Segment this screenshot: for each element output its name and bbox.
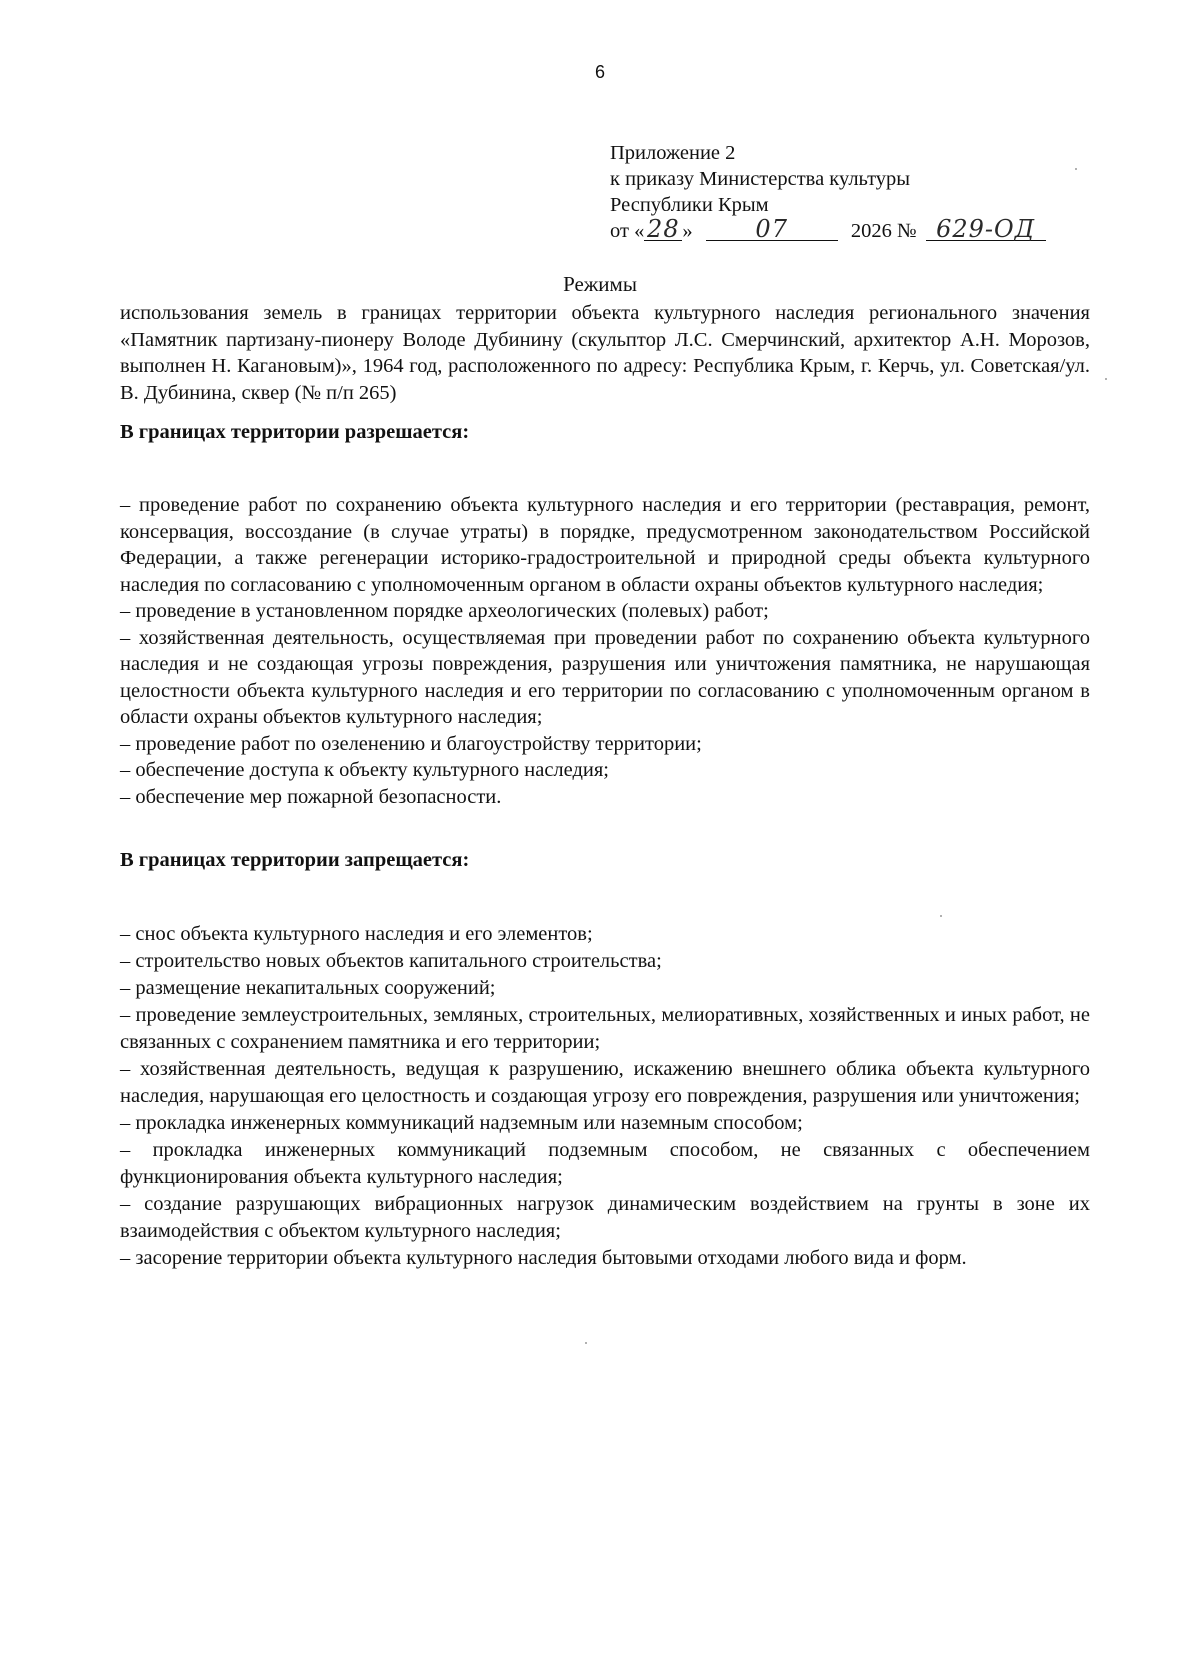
list-item: – хозяйственная деятельность, ведущая к разрушению, искажению внешнего облика объекта культурного наследия, нарушающая его целостность и создающая угрозу его повреждения, разрушения или уничтожения;	[120, 1058, 1090, 1107]
appendix-date-line	[610, 215, 1090, 244]
list-item: – обеспечение мер пожарной безопасности.	[120, 785, 502, 808]
date-close: »	[682, 220, 693, 242]
list-item: – размещение некапитальных сооружений;	[120, 977, 496, 999]
list-item: – прокладка инженерных коммуникаций подземным способом, не связанных с обеспечением функционирования объекта культурного наследия;	[120, 1139, 1090, 1188]
document-title: Режимы	[563, 272, 637, 296]
scan-speck	[940, 915, 942, 917]
list-item: – проведение работ по сохранению объекта культурного наследия и его территории (реставрация, ремонт, консервация, воссоздание (в случае утраты) в порядке, предусмотренном законодательством Российской Федерации, а также регенерации историко-градостроительной и природной среды объекта культурного наследия по согласованию с уполномоченным органом в области охраны объектов культурного наследия;	[120, 494, 1090, 596]
allowed-heading: В границах территории разрешается:	[120, 421, 470, 443]
allowed-list	[120, 492, 1090, 810]
scan-speck	[1075, 168, 1077, 170]
list-item: – создание разрушающих вибрационных нагрузок динамическим воздействием на грунты в зоне их взаимодействия с объектом культурного наследия;	[120, 1193, 1090, 1242]
list-item: – прокладка инженерных коммуникаций надземным или наземным способом;	[120, 1112, 803, 1134]
document-subtitle: использования земель в границах территории объекта культурного наследия регионального значения «Памятник партизану-пионеру Володе Дубинину (скульптор Л.С. Смерчинский, архитектор А.Н. Морозов, выполнен Н. Кагановым)», 1964 год, расположенного по адресу: Республика Крым, г. Керчь, ул. Советская/ул. В. Дубинина, сквер (№ п/п 265)	[120, 302, 1090, 404]
list-item: – строительство новых объектов капитального строительства;	[120, 950, 662, 972]
appendix-order-ref: к приказу Министерства культуры	[610, 168, 911, 190]
forbidden-section	[120, 847, 1090, 873]
scan-speck	[585, 1342, 587, 1344]
appendix-title: Приложение 2	[610, 142, 736, 164]
handwritten-day: 28	[644, 218, 682, 241]
list-item: – проведение в установленном порядке археологических (полевых) работ;	[120, 600, 769, 622]
list-item: – снос объекта культурного наследия и его элементов;	[120, 923, 593, 945]
date-prefix: от «	[610, 220, 645, 242]
allowed-section	[120, 419, 1090, 445]
forbidden-list	[120, 921, 1090, 1272]
list-item: – хозяйственная деятельность, осуществляемая при проведении работ по сохранению объекта культурного наследия и не создающая угрозы повреждения, разрушения или уничтожения памятника, не нарушающая целостности объекта культурного наследия и его территории по согласованию с уполномоченным органом в области охраны объектов культурного наследия;	[120, 626, 1090, 728]
list-item: – проведение землеустроительных, земляных, строительных, мелиоративных, хозяйственных и иных работ, не связанных с сохранением памятника и его территории;	[120, 1004, 1090, 1053]
forbidden-heading: В границах территории запрещается:	[120, 849, 470, 871]
date-year: 2026 №	[850, 220, 917, 242]
list-item: – проведение работ по озеленению и благоустройству территории;	[120, 732, 702, 755]
list-item: – засорение территории объекта культурного наследия бытовыми отходами любого вида и форм.	[120, 1247, 967, 1269]
handwritten-month: 07	[706, 218, 838, 241]
list-item: – обеспечение доступа к объекту культурного наследия;	[120, 759, 610, 781]
page-number: 6	[594, 62, 605, 82]
scan-speck	[1105, 378, 1107, 380]
appendix-header	[610, 140, 1090, 244]
appendix-republic: Республики Крым	[610, 194, 769, 216]
handwritten-order-number: 629-ОД	[926, 218, 1046, 241]
